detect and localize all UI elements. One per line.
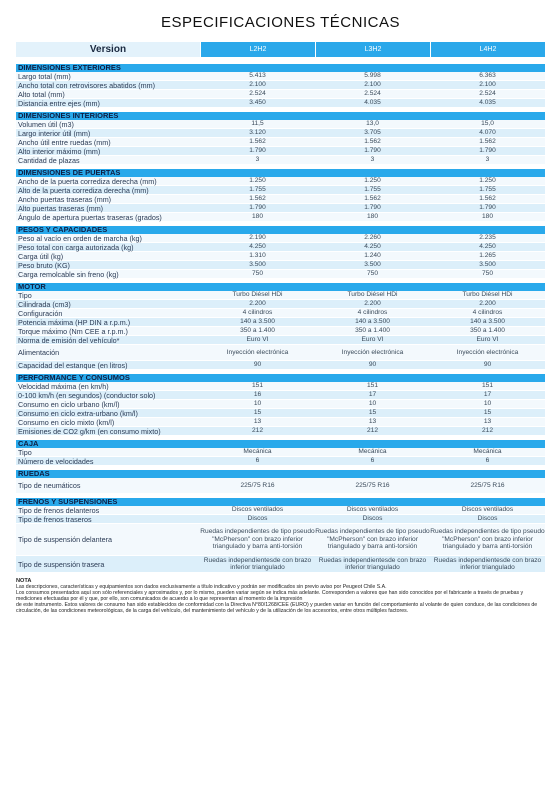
version-column-l4h2: L4H2 xyxy=(430,42,545,57)
spec-value: 1.562 xyxy=(315,138,430,146)
spec-value: 6.363 xyxy=(430,72,545,80)
spec-value: 13 xyxy=(430,418,545,426)
spec-section xyxy=(16,498,545,573)
spec-label: Potencia máxima (HP DIN a r.p.m.) xyxy=(16,318,200,326)
spec-value: 4.250 xyxy=(200,243,315,251)
spec-value: 2.100 xyxy=(200,81,315,89)
spec-value: 1.755 xyxy=(200,186,315,194)
note-line: Las descripciones, características y equipamientos son dados exclusivamente a título indicativo y podrán ser modificados sin previo aviso por Peugeot Chile S.A. xyxy=(16,584,387,590)
spec-value: 3 xyxy=(200,156,315,164)
spec-value: 6 xyxy=(315,457,430,465)
spec-label: 0-100 km/h (en segundos) (conductor solo) xyxy=(16,391,200,399)
spec-value: 1.790 xyxy=(200,204,315,212)
spec-value: 350 a 1.400 xyxy=(430,327,545,335)
spec-value: 2.200 xyxy=(315,300,430,308)
spec-label: Velocidad máxima (en km/h) xyxy=(16,382,200,390)
spec-value: 350 a 1.400 xyxy=(200,327,315,335)
spec-label: Tipo de frenos traseros xyxy=(16,515,200,523)
spec-value: 350 a 1.400 xyxy=(315,327,430,335)
spec-value: 16 xyxy=(200,391,315,399)
spec-label: Tipo de neumáticos xyxy=(16,478,200,493)
spec-row xyxy=(16,336,545,345)
spec-row xyxy=(16,506,545,515)
section-title: DIMENSIONES DE PUERTAS xyxy=(16,169,545,177)
spec-value: 2.235 xyxy=(430,234,545,242)
section-rows xyxy=(16,120,545,165)
spec-value: 1.562 xyxy=(200,195,315,203)
spec-value: Turbo Diésel HDi xyxy=(430,291,545,299)
spec-label: Consumo en ciclo mixto (km/l) xyxy=(16,418,200,426)
spec-sections xyxy=(16,64,545,573)
spec-value: Euro VI xyxy=(430,336,545,344)
spec-value: Discos xyxy=(430,515,545,523)
spec-row xyxy=(16,213,545,222)
spec-row xyxy=(16,99,545,108)
spec-label: Tipo de frenos delanteros xyxy=(16,506,200,514)
spec-value: 3.500 xyxy=(430,261,545,269)
spec-value: 1.250 xyxy=(430,177,545,185)
spec-value: Discos xyxy=(200,515,315,523)
spec-value: 225/75 R16 xyxy=(315,478,430,493)
spec-label: Tipo de suspensión delantera xyxy=(16,524,200,555)
section-title: CAJA xyxy=(16,440,545,448)
note-line: Los consumos presentados aquí son sólo referenciales y aproximados y, por lo mismo, pueden variar según se indica más adelante. Corresponden a valores que han sido conocidos por el fabricante a través de pruebas y mediciones efectuadas por él y que, por ello, son comunicados de acuerdo a lo que representan al momento de la impresión xyxy=(16,590,524,602)
spec-value: 13,0 xyxy=(315,120,430,128)
spec-value: 5.413 xyxy=(200,72,315,80)
spec-row xyxy=(16,427,545,436)
spec-value: 10 xyxy=(315,400,430,408)
spec-row xyxy=(16,345,545,361)
section-title: FRENOS Y SUSPENSIONES xyxy=(16,498,545,506)
spec-label: Largo total (mm) xyxy=(16,72,200,80)
spec-label: Ancho puertas traseras (mm) xyxy=(16,195,200,203)
spec-value: Ruedas independientesde con brazo inferior triangulado xyxy=(200,556,315,572)
spec-value: 2.260 xyxy=(315,234,430,242)
spec-value: Mecánica xyxy=(200,448,315,456)
spec-label: Carga útil (kg) xyxy=(16,252,200,260)
spec-label: Cantidad de plazas xyxy=(16,156,200,164)
version-column-l3h2: L3H2 xyxy=(315,42,430,57)
section-rows xyxy=(16,291,545,370)
spec-value: Discos ventilados xyxy=(430,506,545,514)
spec-value: 1.755 xyxy=(315,186,430,194)
spec-value: 750 xyxy=(430,270,545,278)
spec-value: 1.250 xyxy=(200,177,315,185)
section-title: DIMENSIONES EXTERIORES xyxy=(16,64,545,72)
spec-label: Emisiones de CO2 g/km (en consumo mixto) xyxy=(16,427,200,435)
spec-label: Ancho útil entre ruedas (mm) xyxy=(16,138,200,146)
spec-value: 10 xyxy=(200,400,315,408)
spec-label: Peso bruto (KG) xyxy=(16,261,200,269)
spec-label: Capacidad del estanque (en litros) xyxy=(16,361,200,369)
spec-section xyxy=(16,374,545,436)
spec-value: 2.100 xyxy=(430,81,545,89)
spec-value: 140 a 3.500 xyxy=(200,318,315,326)
note-title: NOTA xyxy=(16,578,32,584)
section-title: PERFORMANCE Y CONSUMOS xyxy=(16,374,545,382)
section-title: MOTOR xyxy=(16,283,545,291)
spec-value: 15,0 xyxy=(430,120,545,128)
spec-value: 2.100 xyxy=(315,81,430,89)
spec-row xyxy=(16,291,545,300)
spec-value: 15 xyxy=(200,409,315,417)
section-rows xyxy=(16,448,545,466)
spec-value: 151 xyxy=(315,382,430,390)
spec-value: 3.450 xyxy=(200,99,315,107)
spec-value: Mecánica xyxy=(430,448,545,456)
section-rows xyxy=(16,382,545,436)
spec-row xyxy=(16,524,545,556)
spec-label: Alto puertas traseras (mm) xyxy=(16,204,200,212)
spec-value: 5.998 xyxy=(315,72,430,80)
spec-value: 1.562 xyxy=(430,138,545,146)
spec-label: Ángulo de apertura puertas traseras (grados) xyxy=(16,213,200,221)
spec-value: 3.120 xyxy=(200,129,315,137)
section-rows xyxy=(16,234,545,279)
spec-section xyxy=(16,169,545,222)
spec-row xyxy=(16,156,545,165)
spec-value: 17 xyxy=(315,391,430,399)
section-rows xyxy=(16,72,545,108)
spec-value: 1.240 xyxy=(315,252,430,260)
spec-value: 3.500 xyxy=(200,261,315,269)
spec-section xyxy=(16,470,545,494)
spec-value: Inyección electrónica xyxy=(430,345,545,360)
spec-label: Ancho total con retrovisores abatidos (mm) xyxy=(16,81,200,89)
legal-note xyxy=(16,578,545,614)
spec-row xyxy=(16,252,545,261)
spec-value: 140 a 3.500 xyxy=(430,318,545,326)
spec-row xyxy=(16,478,545,494)
spec-value: 3 xyxy=(430,156,545,164)
note-line: de este instrumento. Estos valores de consumo han sido establecidos de conformidad con la Directiva N°80/1268/CEE (EURO) y pueden variar en función del comportamiento al volante de quien conduce, de las condiciones de circulación, de las condiciones meteorológicas, de la carga del vehículo, del mantenimiento del vehículo y de la utilización de los accesorios, entre otros múltiples factores. xyxy=(16,602,538,614)
spec-value: Ruedas independientes de tipo pseudo "McPherson" con brazo inferior triangulado y barra anti-torsión xyxy=(430,524,545,555)
spec-value: 3.500 xyxy=(315,261,430,269)
spec-value: 2.190 xyxy=(200,234,315,242)
spec-value: Discos xyxy=(315,515,430,523)
spec-section xyxy=(16,283,545,370)
spec-row xyxy=(16,81,545,90)
spec-value: 1.250 xyxy=(315,177,430,185)
spec-label: Configuración xyxy=(16,309,200,317)
spec-label: Volumen útil (m3) xyxy=(16,120,200,128)
spec-value: Ruedas independientes de tipo pseudo "McPherson" con brazo inferior triangulado y barra anti-torsión xyxy=(315,524,430,555)
section-rows xyxy=(16,506,545,573)
spec-value: Euro VI xyxy=(315,336,430,344)
spec-value: 1.790 xyxy=(315,204,430,212)
spec-value: 140 a 3.500 xyxy=(315,318,430,326)
spec-label: Torque máximo (Nm CEE a r.p.m.) xyxy=(16,327,200,335)
spec-label: Número de velocidades xyxy=(16,457,200,465)
spec-row xyxy=(16,120,545,129)
spec-value: 2.200 xyxy=(200,300,315,308)
spec-value: 151 xyxy=(200,382,315,390)
spec-value: Mecánica xyxy=(315,448,430,456)
spec-row xyxy=(16,556,545,573)
spec-value: 13 xyxy=(200,418,315,426)
spec-value: 4.250 xyxy=(430,243,545,251)
spec-label: Tipo de suspensión trasera xyxy=(16,556,200,572)
spec-row xyxy=(16,361,545,370)
spec-section xyxy=(16,440,545,466)
spec-value: Turbo Diésel HDi xyxy=(315,291,430,299)
version-header xyxy=(16,42,545,57)
spec-value: Ruedas independientesde con brazo inferior triangulado xyxy=(430,556,545,572)
spec-value: 6 xyxy=(200,457,315,465)
spec-value: Euro VI xyxy=(200,336,315,344)
spec-value: 151 xyxy=(430,382,545,390)
spec-value: 750 xyxy=(315,270,430,278)
spec-value: 10 xyxy=(430,400,545,408)
version-column-l2h2: L2H2 xyxy=(200,42,315,57)
spec-value: 225/75 R16 xyxy=(200,478,315,493)
spec-row xyxy=(16,457,545,466)
spec-value: 212 xyxy=(315,427,430,435)
spec-value: 1.562 xyxy=(430,195,545,203)
version-label: Version xyxy=(16,42,200,57)
spec-label: Peso total con carga autorizada (kg) xyxy=(16,243,200,251)
spec-value: 6 xyxy=(430,457,545,465)
spec-value: 90 xyxy=(315,361,430,369)
section-title: PESOS Y CAPACIDADES xyxy=(16,226,545,234)
spec-label: Norma de emisión del vehículo* xyxy=(16,336,200,344)
section-title: RUEDAS xyxy=(16,470,545,478)
spec-value: 180 xyxy=(200,213,315,221)
spec-value: Discos ventilados xyxy=(200,506,315,514)
spec-value: 4.035 xyxy=(315,99,430,107)
spec-value: 1.562 xyxy=(315,195,430,203)
spec-label: Cilindrada (cm3) xyxy=(16,300,200,308)
spec-label: Alto total (mm) xyxy=(16,90,200,98)
spec-value: 212 xyxy=(430,427,545,435)
spec-value: 4 cilindros xyxy=(200,309,315,317)
spec-value: 4.035 xyxy=(430,99,545,107)
spec-row xyxy=(16,515,545,524)
spec-value: 4 cilindros xyxy=(430,309,545,317)
spec-value: 2.524 xyxy=(200,90,315,98)
spec-value: Inyección electrónica xyxy=(200,345,315,360)
spec-value: 1.790 xyxy=(200,147,315,155)
spec-label: Distancia entre ejes (mm) xyxy=(16,99,200,107)
spec-label: Tipo xyxy=(16,291,200,299)
spec-row xyxy=(16,270,545,279)
spec-section xyxy=(16,112,545,165)
spec-value: 225/75 R16 xyxy=(430,478,545,493)
spec-label: Alto interior máximo (mm) xyxy=(16,147,200,155)
spec-label: Alto de la puerta corrediza derecha (mm) xyxy=(16,186,200,194)
spec-value: 212 xyxy=(200,427,315,435)
spec-value: Ruedas independientesde con brazo inferior triangulado xyxy=(315,556,430,572)
spec-section xyxy=(16,64,545,108)
spec-value: 3.705 xyxy=(315,129,430,137)
spec-value: 1.790 xyxy=(430,147,545,155)
spec-sheet xyxy=(16,14,545,614)
spec-label: Tipo xyxy=(16,448,200,456)
spec-label: Peso al vacío en orden de marcha (kg) xyxy=(16,234,200,242)
spec-value: 180 xyxy=(430,213,545,221)
spec-value: 15 xyxy=(315,409,430,417)
spec-value: 4.070 xyxy=(430,129,545,137)
spec-value: Turbo Diésel HDi xyxy=(200,291,315,299)
spec-value: 1.755 xyxy=(430,186,545,194)
spec-label: Carga remolcable sin freno (kg) xyxy=(16,270,200,278)
spec-value: Discos ventilados xyxy=(315,506,430,514)
spec-label: Consumo en ciclo extra-urbano (km/l) xyxy=(16,409,200,417)
spec-value: 3 xyxy=(315,156,430,164)
spec-row xyxy=(16,300,545,309)
spec-value: 4 cilindros xyxy=(315,309,430,317)
spec-value: 15 xyxy=(430,409,545,417)
spec-value: 2.200 xyxy=(430,300,545,308)
spec-value: 2.524 xyxy=(315,90,430,98)
spec-label: Ancho de la puerta corrediza derecha (mm) xyxy=(16,177,200,185)
spec-label: Alimentación xyxy=(16,345,200,360)
spec-section xyxy=(16,226,545,279)
section-rows xyxy=(16,177,545,222)
spec-value: 11,5 xyxy=(200,120,315,128)
spec-value: 90 xyxy=(430,361,545,369)
spec-value: 1.310 xyxy=(200,252,315,260)
spec-value: 180 xyxy=(315,213,430,221)
spec-label: Largo interior útil (mm) xyxy=(16,129,200,137)
spec-value: Ruedas independientes de tipo pseudo "McPherson" con brazo inferior triangulado y barra anti-torsión xyxy=(200,524,315,555)
spec-value: 1.790 xyxy=(315,147,430,155)
spec-value: 2.524 xyxy=(430,90,545,98)
spec-row xyxy=(16,243,545,252)
spec-value: 13 xyxy=(315,418,430,426)
spec-value: 1.265 xyxy=(430,252,545,260)
page-title: ESPECIFICACIONES TÉCNICAS xyxy=(161,14,400,31)
spec-value: 4.250 xyxy=(315,243,430,251)
section-title: DIMENSIONES INTERIORES xyxy=(16,112,545,120)
spec-value: 90 xyxy=(200,361,315,369)
section-rows xyxy=(16,478,545,494)
spec-label: Consumo en ciclo urbano (km/l) xyxy=(16,400,200,408)
spec-value: 750 xyxy=(200,270,315,278)
spec-value: 1.790 xyxy=(430,204,545,212)
spec-row xyxy=(16,448,545,457)
spec-value: 1.562 xyxy=(200,138,315,146)
spec-value: 17 xyxy=(430,391,545,399)
spec-value: Inyección electrónica xyxy=(315,345,430,360)
spec-row xyxy=(16,147,545,156)
